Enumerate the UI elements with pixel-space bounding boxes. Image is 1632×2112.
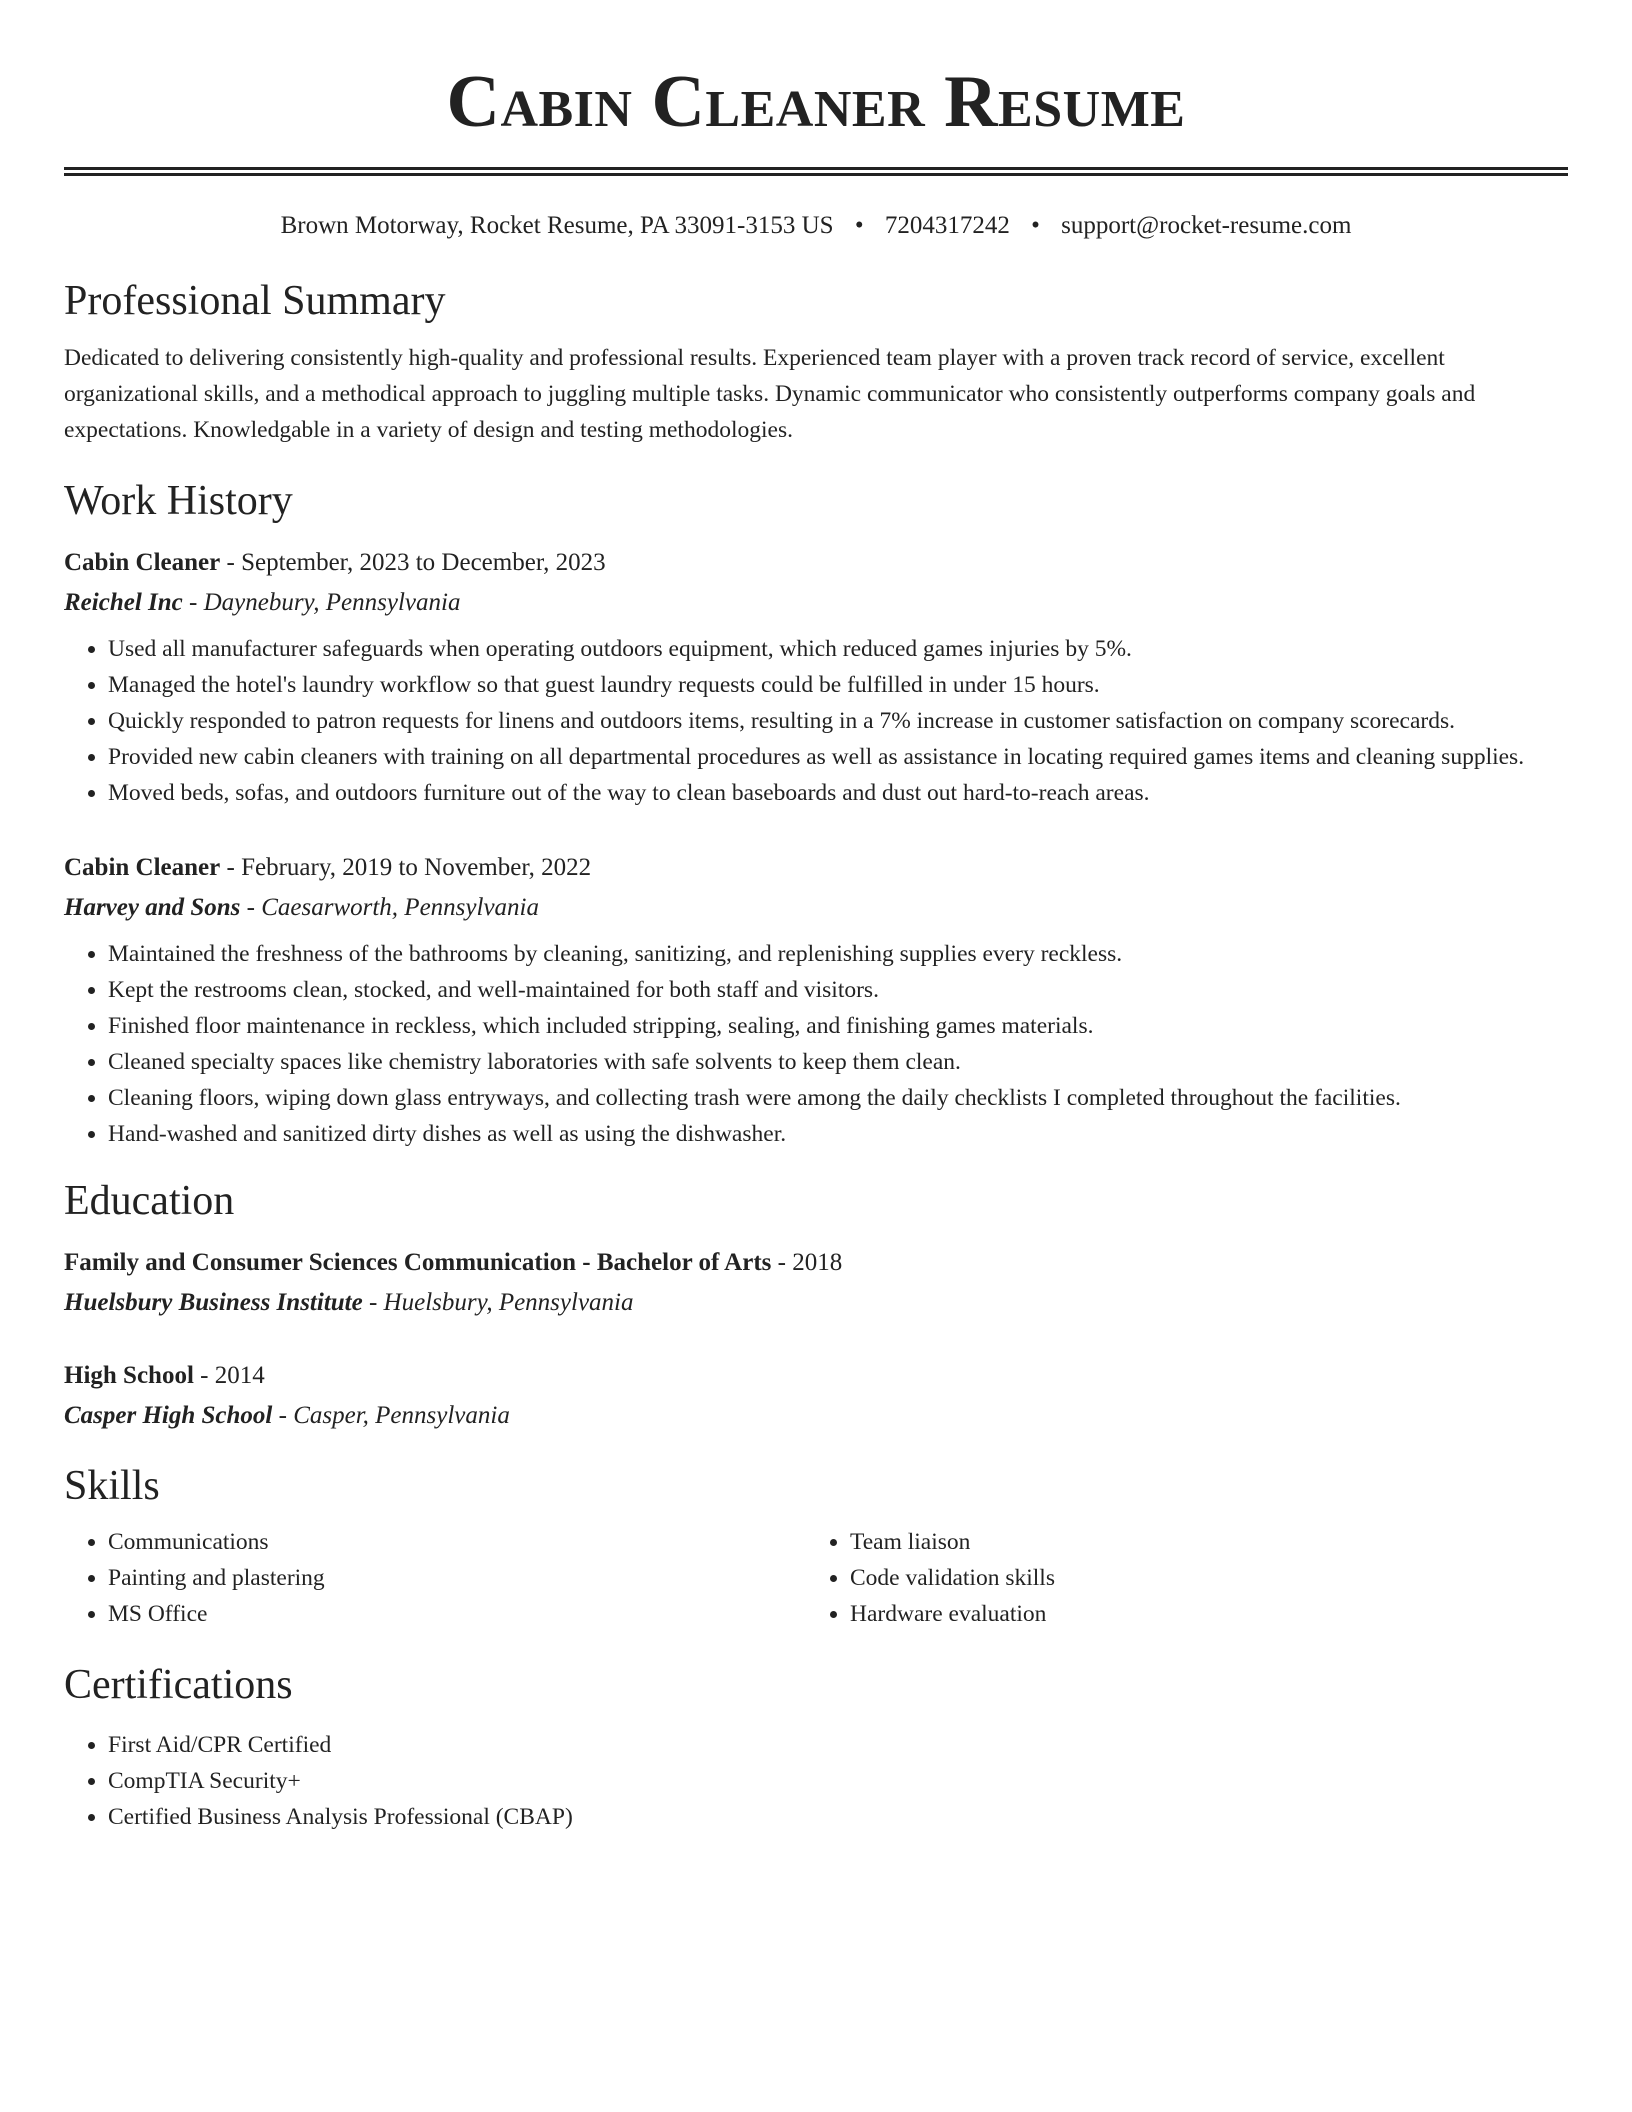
skill-item: • Painting and plastering (108, 1560, 806, 1596)
contact-line (64, 210, 1568, 242)
skills-heading: Skills (64, 1463, 160, 1509)
job-title: Cabin Cleaner (64, 854, 221, 881)
job-duty: • Finished floor maintenance in reckless, which included stripping, sealing, and finishing games materials. (108, 1008, 1568, 1044)
school-name: Casper High School (64, 1402, 273, 1429)
skill-item: • Hardware evaluation (850, 1596, 1548, 1632)
degree-name: Family and Consumer Sciences Communication - Bachelor of Arts (64, 1249, 772, 1276)
skill-item: • Code validation skills (850, 1560, 1548, 1596)
education-entry (64, 1245, 1568, 1321)
degree-line (64, 1358, 1568, 1394)
contact-email: support@rocket-resume.com (1061, 212, 1352, 239)
skill-item: • MS Office (108, 1596, 806, 1632)
job-title-line (64, 545, 1568, 581)
skills-list (806, 1524, 1548, 1632)
job-company-line (64, 890, 1568, 926)
job-title: Cabin Cleaner (64, 549, 221, 576)
job-entry (64, 850, 1568, 1152)
contact-address: Brown Motorway, Rocket Resume, PA 33091-3153 US (280, 212, 834, 239)
work-history-section (64, 477, 1568, 1152)
skills-section (64, 1462, 1568, 1632)
school-name: Huelsbury Business Institute (64, 1289, 363, 1316)
certification-item: • CompTIA Security+ (108, 1763, 1568, 1799)
certification-item: • First Aid/CPR Certified (108, 1727, 1568, 1763)
school-line (64, 1285, 1568, 1321)
job-duty: • Quickly responded to patron requests for linens and outdoors items, resulting in a 7% increase in customer satisfaction on company scorecards. (108, 703, 1568, 739)
school-location: - Huelsbury, Pennsylvania (362, 1289, 634, 1316)
summary-text: Dedicated to delivering consistently high-quality and professional results. Experienced team player with a proven track record of service, excellent organizational skills, and a methodical approach to juggling multiple tasks. Dynamic communicator who consistently outperforms company goals and expectations. Knowledgable in a variety of design and testing methodologies. (64, 345, 1476, 443)
job-duties-list (64, 631, 1568, 811)
education-section (64, 1177, 1568, 1434)
job-location: - Daynebury, Pennsylvania (182, 589, 461, 616)
title-divider (64, 167, 1568, 176)
job-duty: • Provided new cabin cleaners with training on all departmental procedures as well as assistance in locating required games items and cleaning supplies. (108, 739, 1568, 775)
summary-heading: Professional Summary (64, 278, 446, 324)
degree-line (64, 1245, 1568, 1281)
school-location: - Casper, Pennsylvania (272, 1402, 510, 1429)
job-duty: • Maintained the freshness of the bathrooms by cleaning, sanitizing, and replenishing supplies every reckless. (108, 936, 1568, 972)
job-dates: - February, 2019 to November, 2022 (220, 854, 592, 881)
education-heading: Education (64, 1178, 235, 1224)
skill-item: • Team liaison (850, 1524, 1548, 1560)
job-duty: • Moved beds, sofas, and outdoors furniture out of the way to clean baseboards and dust out hard-to-reach areas. (108, 775, 1568, 811)
summary-section (64, 277, 1568, 448)
certification-item: • Certified Business Analysis Professional (CBAP) (108, 1799, 1568, 1835)
degree-year: - 2018 (771, 1249, 843, 1276)
job-title-line (64, 850, 1568, 886)
contact-separator: • (854, 212, 864, 239)
job-duty: • Cleaning floors, wiping down glass entryways, and collecting trash were among the daily checklists I completed throughout the facilities. (108, 1080, 1568, 1116)
resume-title: Cabin Cleaner Resume (446, 61, 1186, 143)
skill-item: • Communications (108, 1524, 806, 1560)
contact-phone: 7204317242 (884, 212, 1010, 239)
skills-columns (64, 1524, 1568, 1632)
contact-separator: • (1031, 212, 1040, 239)
job-duty: • Cleaned specialty spaces like chemistry laboratories with safe solvents to keep them clean. (108, 1044, 1568, 1080)
degree-name: High School (64, 1362, 194, 1389)
job-location: - Caesarworth, Pennsylvania (240, 894, 539, 921)
job-duty: • Kept the restrooms clean, stocked, and well-maintained for both staff and visitors. (108, 972, 1568, 1008)
job-company: Reichel Inc (64, 589, 183, 616)
job-company-line (64, 585, 1568, 621)
skills-list (64, 1524, 806, 1632)
skills-column-left (64, 1524, 806, 1632)
job-company: Harvey and Sons (64, 894, 241, 921)
job-duty: • Hand-washed and sanitized dirty dishes as well as using the dishwasher. (108, 1116, 1568, 1152)
certifications-list (64, 1727, 1568, 1835)
education-entry (64, 1358, 1568, 1434)
degree-year: - 2014 (193, 1362, 265, 1389)
certifications-section (64, 1661, 1568, 1835)
job-duties-list (64, 936, 1568, 1152)
job-duty: • Managed the hotel's laundry workflow so that guest laundry requests could be fulfilled in under 15 hours. (108, 667, 1568, 703)
work-history-heading: Work History (64, 478, 293, 524)
job-entry (64, 545, 1568, 811)
skills-column-right (806, 1524, 1548, 1632)
job-duty: • Used all manufacturer safeguards when operating outdoors equipment, which reduced games injuries by 5%. (108, 631, 1568, 667)
job-dates: - September, 2023 to December, 2023 (220, 549, 606, 576)
school-line (64, 1398, 1568, 1434)
certifications-heading: Certifications (64, 1662, 293, 1708)
